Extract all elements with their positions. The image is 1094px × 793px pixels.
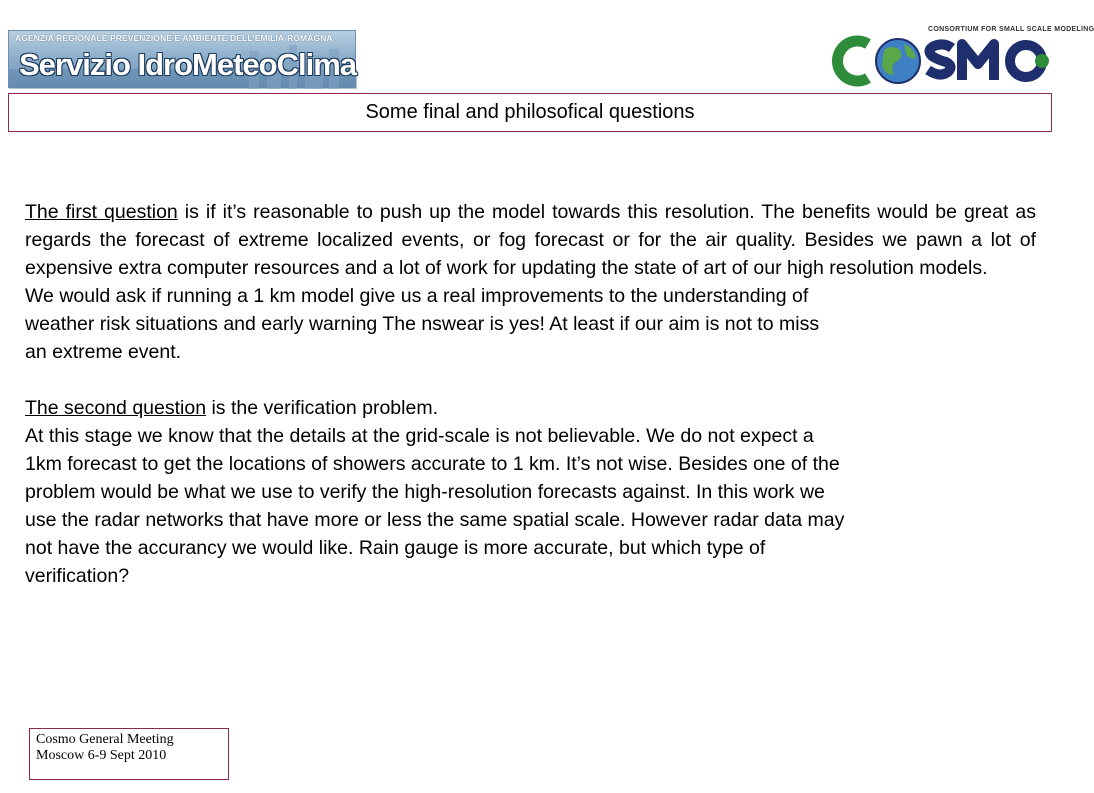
cosmo-logo-globe-icon	[828, 32, 1054, 90]
slide-body	[25, 198, 1036, 590]
slide-title-bar	[8, 93, 1052, 132]
paragraph-second-question	[25, 394, 1036, 422]
footer-line-2: Moscow 6-9 Sept 2010	[36, 748, 167, 763]
cosmo-tagline: CONSORTIUM FOR SMALL SCALE MODELING	[928, 26, 1094, 33]
spacer	[25, 366, 1036, 394]
paragraph-verification	[25, 422, 1036, 590]
line: use the radar networks that have more or less the same spatial scale. However radar data may	[25, 509, 845, 531]
agency-name: AGENZIA REGIONALE PREVENZIONE E AMBIENTE DELL'EMILIA-ROMAGNA	[15, 33, 333, 43]
line: weather risk situations and early warning The nswear is yes! At least if our aim is not to miss	[25, 313, 820, 335]
second-question-lead: The second question	[25, 397, 207, 419]
footer-line-1: Cosmo General Meeting	[36, 732, 174, 747]
cosmo-logo	[828, 22, 1094, 90]
service-name: Servizio IdroMeteoClima	[19, 47, 357, 82]
first-question-lead: The first question	[25, 201, 178, 223]
first-question-text: is if it’s reasonable to push up the model towards this resolution. The benefits would be great as regards the forecast of extreme localized events, or fog forecast or for the air quality. Besides we pawn a lot of expensive extra computer resources and a lot of work for updating the state of art of our high resolution models.	[25, 201, 1036, 279]
line: 1km forecast to get the locations of showers accurate to 1 km. It’s not wise. Besides one of the	[25, 453, 840, 475]
second-question-text: is the verification problem.	[206, 397, 438, 419]
footer-meeting-info	[29, 728, 229, 780]
line: problem would be what we use to verify the high-resolution forecasts against. In this work we	[25, 481, 825, 503]
slide-title: Some final and philosofical questions	[365, 101, 695, 123]
line: verification?	[25, 565, 130, 587]
paragraph-1km-model	[25, 282, 1036, 366]
paragraph-first-question	[25, 198, 1036, 282]
line: At this stage we know that the details at the grid-scale is not believable. We do not expect a	[25, 425, 814, 447]
line: an extreme event.	[25, 341, 182, 363]
line: not have the accurancy we would like. Rain gauge is more accurate, but which type of	[25, 537, 766, 559]
arpa-smr-logo	[8, 30, 356, 88]
line: We would ask if running a 1 km model give us a real improvements to the understanding of	[25, 285, 809, 307]
